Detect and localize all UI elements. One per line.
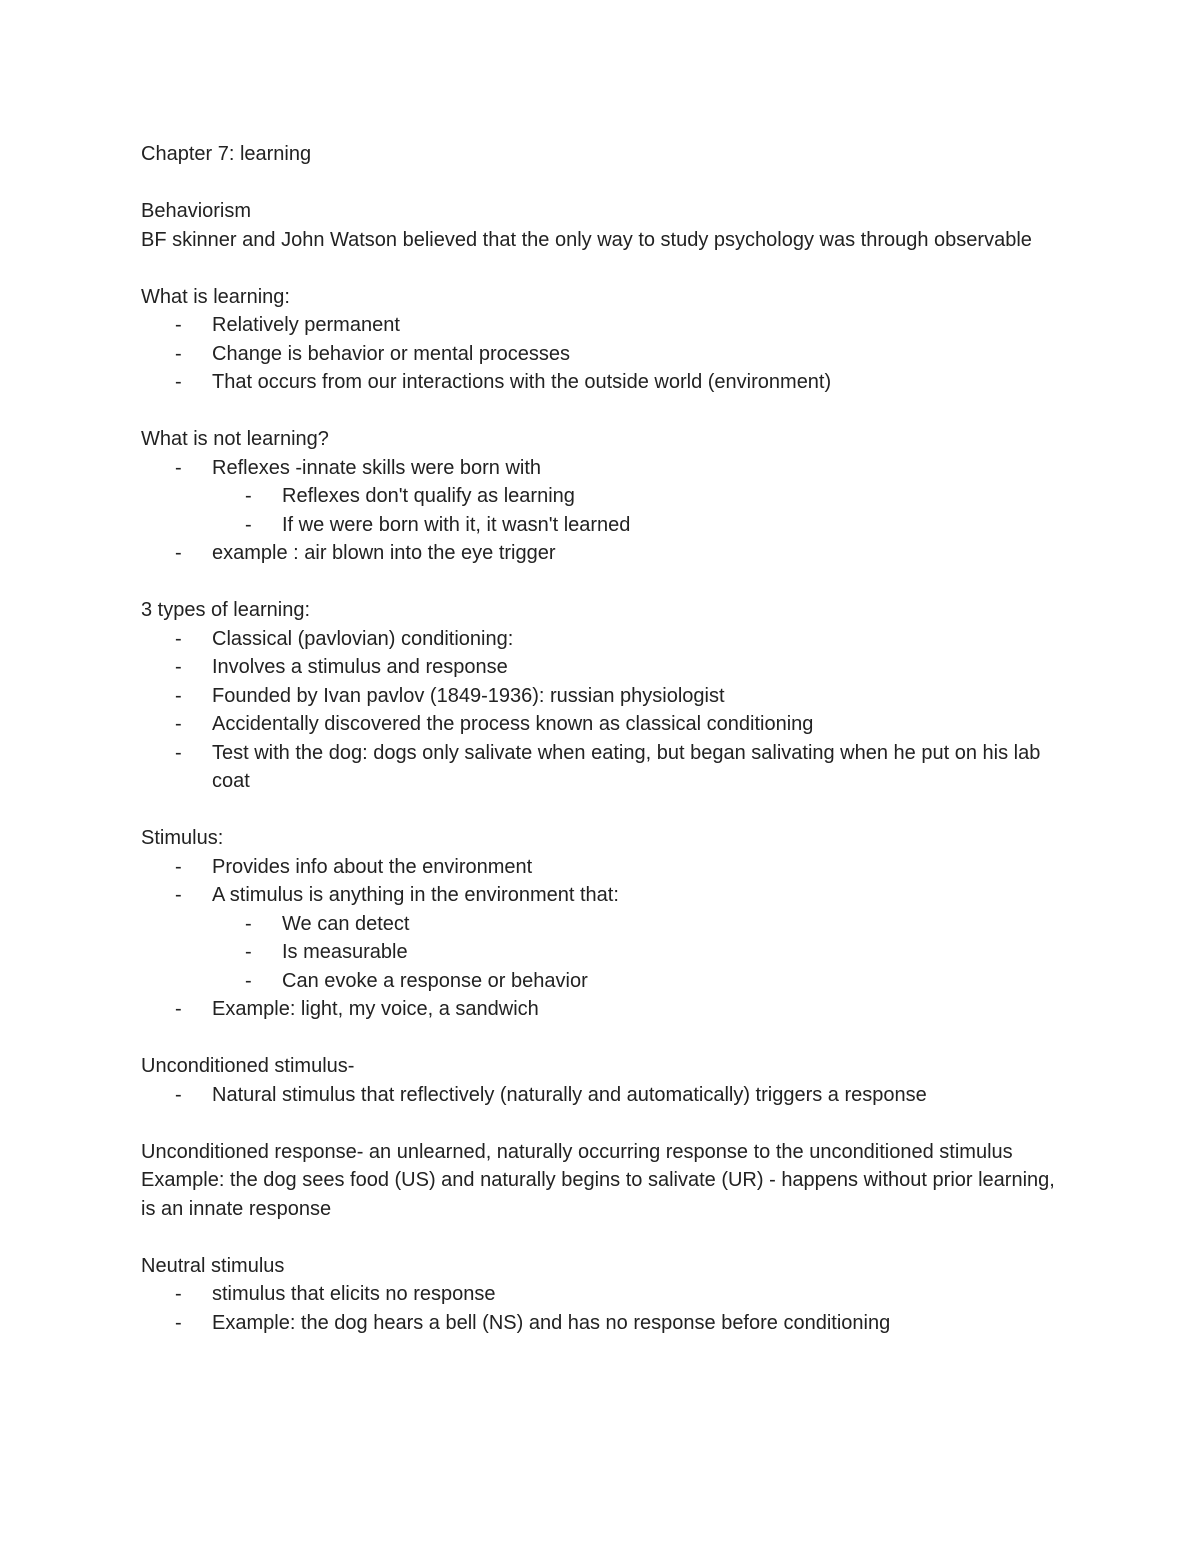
- sub-list-item: - We can detect: [141, 910, 1061, 939]
- list-item: - Classical (pavlovian) conditioning:: [141, 625, 1061, 654]
- bullet-dash: -: [245, 485, 252, 507]
- sub-list-item: - Can evoke a response or behavior: [141, 967, 1061, 996]
- list-item: - Example: the dog hears a bell (NS) and has no response before conditioning: [141, 1309, 1061, 1338]
- bullet-dash: -: [245, 969, 252, 992]
- bullet-dash: -: [175, 371, 182, 393]
- list-item: - stimulus that elicits no response: [141, 1280, 1061, 1309]
- page-title: Chapter 7: learning: [141, 143, 312, 165]
- paragraph: BF skinner and John Watson believed that the only way to study psychology was through observable: [141, 228, 1032, 251]
- bullet-dash: -: [175, 656, 182, 678]
- bullet-dash: -: [175, 314, 182, 336]
- list-item: - Reflexes -innate skills were born with: [141, 454, 1061, 483]
- bullet-dash: -: [175, 998, 182, 1020]
- section-heading-types-of-learning: 3 types of learning:: [141, 599, 310, 621]
- list-item: - example : air blown into the eye trigger: [141, 539, 1061, 568]
- section-heading-unconditioned-stimulus: Unconditioned stimulus-: [141, 1055, 355, 1077]
- bullet-dash: -: [175, 456, 182, 479]
- bullet-dash: -: [175, 1083, 182, 1106]
- list-item: - That occurs from our interactions with the outside world (environment): [141, 368, 1061, 397]
- list-item: - Provides info about the environment: [141, 853, 1061, 882]
- document-page: [141, 140, 1061, 1337]
- bullet-dash: -: [175, 627, 182, 650]
- bullet-dash: -: [175, 855, 182, 878]
- bullet-dash: -: [175, 884, 182, 906]
- bullet-dash: -: [175, 342, 182, 365]
- bullet-dash: -: [175, 713, 182, 735]
- sub-list-item: - If we were born with it, it wasn't learned: [141, 511, 1061, 540]
- bullet-dash: -: [245, 513, 252, 536]
- section-heading-stimulus: Stimulus:: [141, 827, 224, 849]
- list-item: - A stimulus is anything in the environment that:: [141, 881, 1061, 910]
- bullet-dash: -: [245, 941, 252, 963]
- list-item: - Natural stimulus that reflectively (naturally and automatically) triggers a response: [141, 1081, 1061, 1110]
- section-heading-behaviorism: Behaviorism: [141, 200, 252, 222]
- section-heading-neutral-stimulus: Neutral stimulus: [141, 1254, 285, 1277]
- sub-list-item: - Is measurable: [141, 938, 1061, 967]
- list-item: - Founded by Ivan pavlov (1849-1936): russian physiologist: [141, 682, 1061, 711]
- list-item: - Involves a stimulus and response: [141, 653, 1061, 682]
- bullet-dash: -: [175, 542, 182, 564]
- section-heading-what-is-not-learning: What is not learning?: [141, 428, 329, 450]
- sub-list-item: - Reflexes don't qualify as learning: [141, 482, 1061, 511]
- bullet-dash: -: [175, 741, 182, 764]
- list-item: - Accidentally discovered the process known as classical conditioning: [141, 710, 1061, 739]
- bullet-dash: -: [175, 684, 182, 707]
- section-heading-what-is-learning: What is learning:: [141, 285, 290, 308]
- list-item: - Change is behavior or mental processes: [141, 340, 1061, 369]
- list-item: - Example: light, my voice, a sandwich: [141, 995, 1061, 1024]
- list-item: - Relatively permanent: [141, 311, 1061, 340]
- list-item: - Test with the dog: dogs only salivate when eating, but began salivating when he put on his lab coat: [141, 739, 1061, 796]
- bullet-dash: -: [175, 1311, 182, 1334]
- bullet-dash: -: [175, 1283, 182, 1305]
- paragraph-unconditioned-response: Unconditioned response- an unlearned, naturally occurring response to the unconditioned stimulus: [141, 1140, 1013, 1163]
- paragraph-example: Example: the dog sees food (US) and naturally begins to salivate (UR) - happens without prior learning, is an innate response: [141, 1169, 1055, 1220]
- bullet-dash: -: [245, 912, 252, 935]
